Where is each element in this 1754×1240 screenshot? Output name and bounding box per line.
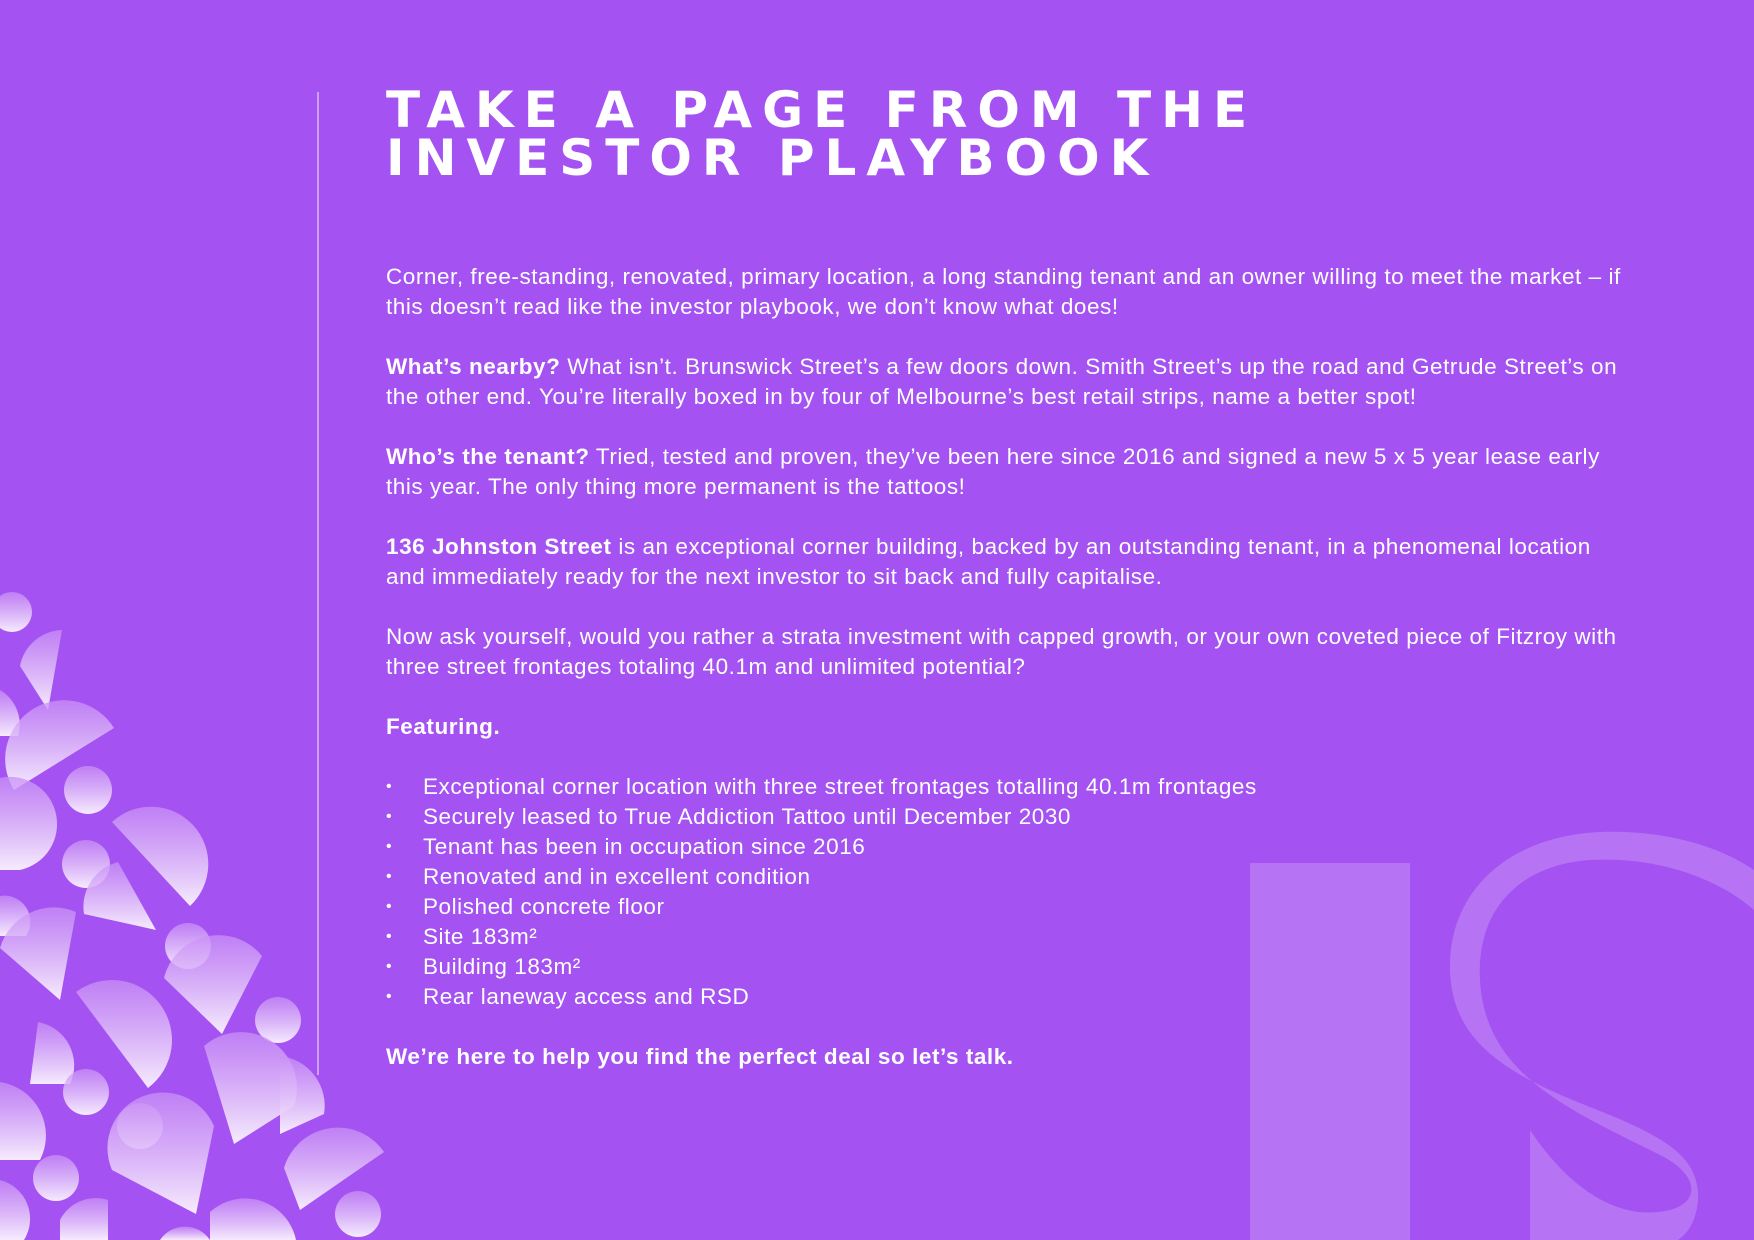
intro-paragraph: Corner, free-standing, renovated, primary location, a long standing tenant and an owner willing to meet the market – if this doesn’t read like the investor playbook, we don’t know what does!: [386, 264, 1621, 319]
list-item: [386, 802, 1626, 832]
bullet-icon: •: [386, 928, 393, 945]
feature-text: Building 183m²: [423, 954, 581, 979]
bullet-icon: •: [386, 868, 393, 885]
bullet-icon: •: [386, 898, 393, 915]
list-item: [386, 922, 1626, 952]
tenant-text: Tried, tested and proven, they’ve been here since 2016 and signed a new 5 x 5 year lease early this year. The only thing more permanent is the tattoos!: [386, 444, 1600, 499]
tenant-label: Who’s the tenant?: [386, 444, 590, 469]
page-title-line-1: TAKE A PAGE FROM THE: [386, 81, 1258, 139]
bullet-icon: •: [386, 778, 393, 795]
decorative-pattern-graphic: [0, 560, 400, 1240]
list-item: [386, 772, 1626, 802]
closing-statement: We’re here to help you find the perfect deal so let’s talk.: [386, 1044, 1014, 1069]
body-copy: [386, 262, 1626, 1072]
vertical-divider: [317, 92, 319, 1075]
list-item: [386, 892, 1626, 922]
nearby-text: What isn’t. Brunswick Street’s a few doors down. Smith Street’s up the road and Getrude Street’s on the other end. You’re literally boxed in by four of Melbourne’s best retail strips, name a better spot!: [386, 354, 1618, 409]
feature-text: Securely leased to True Addiction Tattoo until December 2030: [423, 804, 1071, 829]
bullet-icon: •: [386, 838, 393, 855]
page-title-line-2: INVESTOR PLAYBOOK: [386, 129, 1159, 187]
tenant-paragraph: [386, 442, 1626, 502]
page-title: [386, 81, 1626, 187]
address-paragraph: [386, 532, 1626, 592]
address-label: 136 Johnston Street: [386, 534, 612, 559]
address-text: is an exceptional corner building, backed by an outstanding tenant, in a phenomenal location and immediately ready for the next investor to sit back and fully capitalise.: [386, 534, 1591, 589]
bullet-icon: •: [386, 808, 393, 825]
feature-text: Rear laneway access and RSD: [423, 984, 750, 1009]
nearby-paragraph: [386, 352, 1626, 412]
feature-text: Renovated and in excellent condition: [423, 864, 811, 889]
bullet-icon: •: [386, 958, 393, 975]
nearby-label: What’s nearby?: [386, 354, 561, 379]
list-item: [386, 982, 1626, 1012]
features-heading: Featuring.: [386, 714, 501, 739]
main-content: [386, 81, 1626, 1102]
bullet-icon: •: [386, 988, 393, 1005]
feature-text: Tenant has been in occupation since 2016: [423, 834, 866, 859]
list-item: [386, 832, 1626, 862]
question-paragraph: Now ask yourself, would you rather a strata investment with capped growth, or your own coveted piece of Fitzroy with three street frontages totaling 40.1m and unlimited potential?: [386, 624, 1617, 679]
feature-text: Polished concrete floor: [423, 894, 665, 919]
feature-text: Exceptional corner location with three street frontages totalling 40.1m frontages: [423, 774, 1257, 799]
list-item: [386, 952, 1626, 982]
feature-text: Site 183m²: [423, 924, 538, 949]
features-list: [386, 772, 1626, 1012]
list-item: [386, 862, 1626, 892]
